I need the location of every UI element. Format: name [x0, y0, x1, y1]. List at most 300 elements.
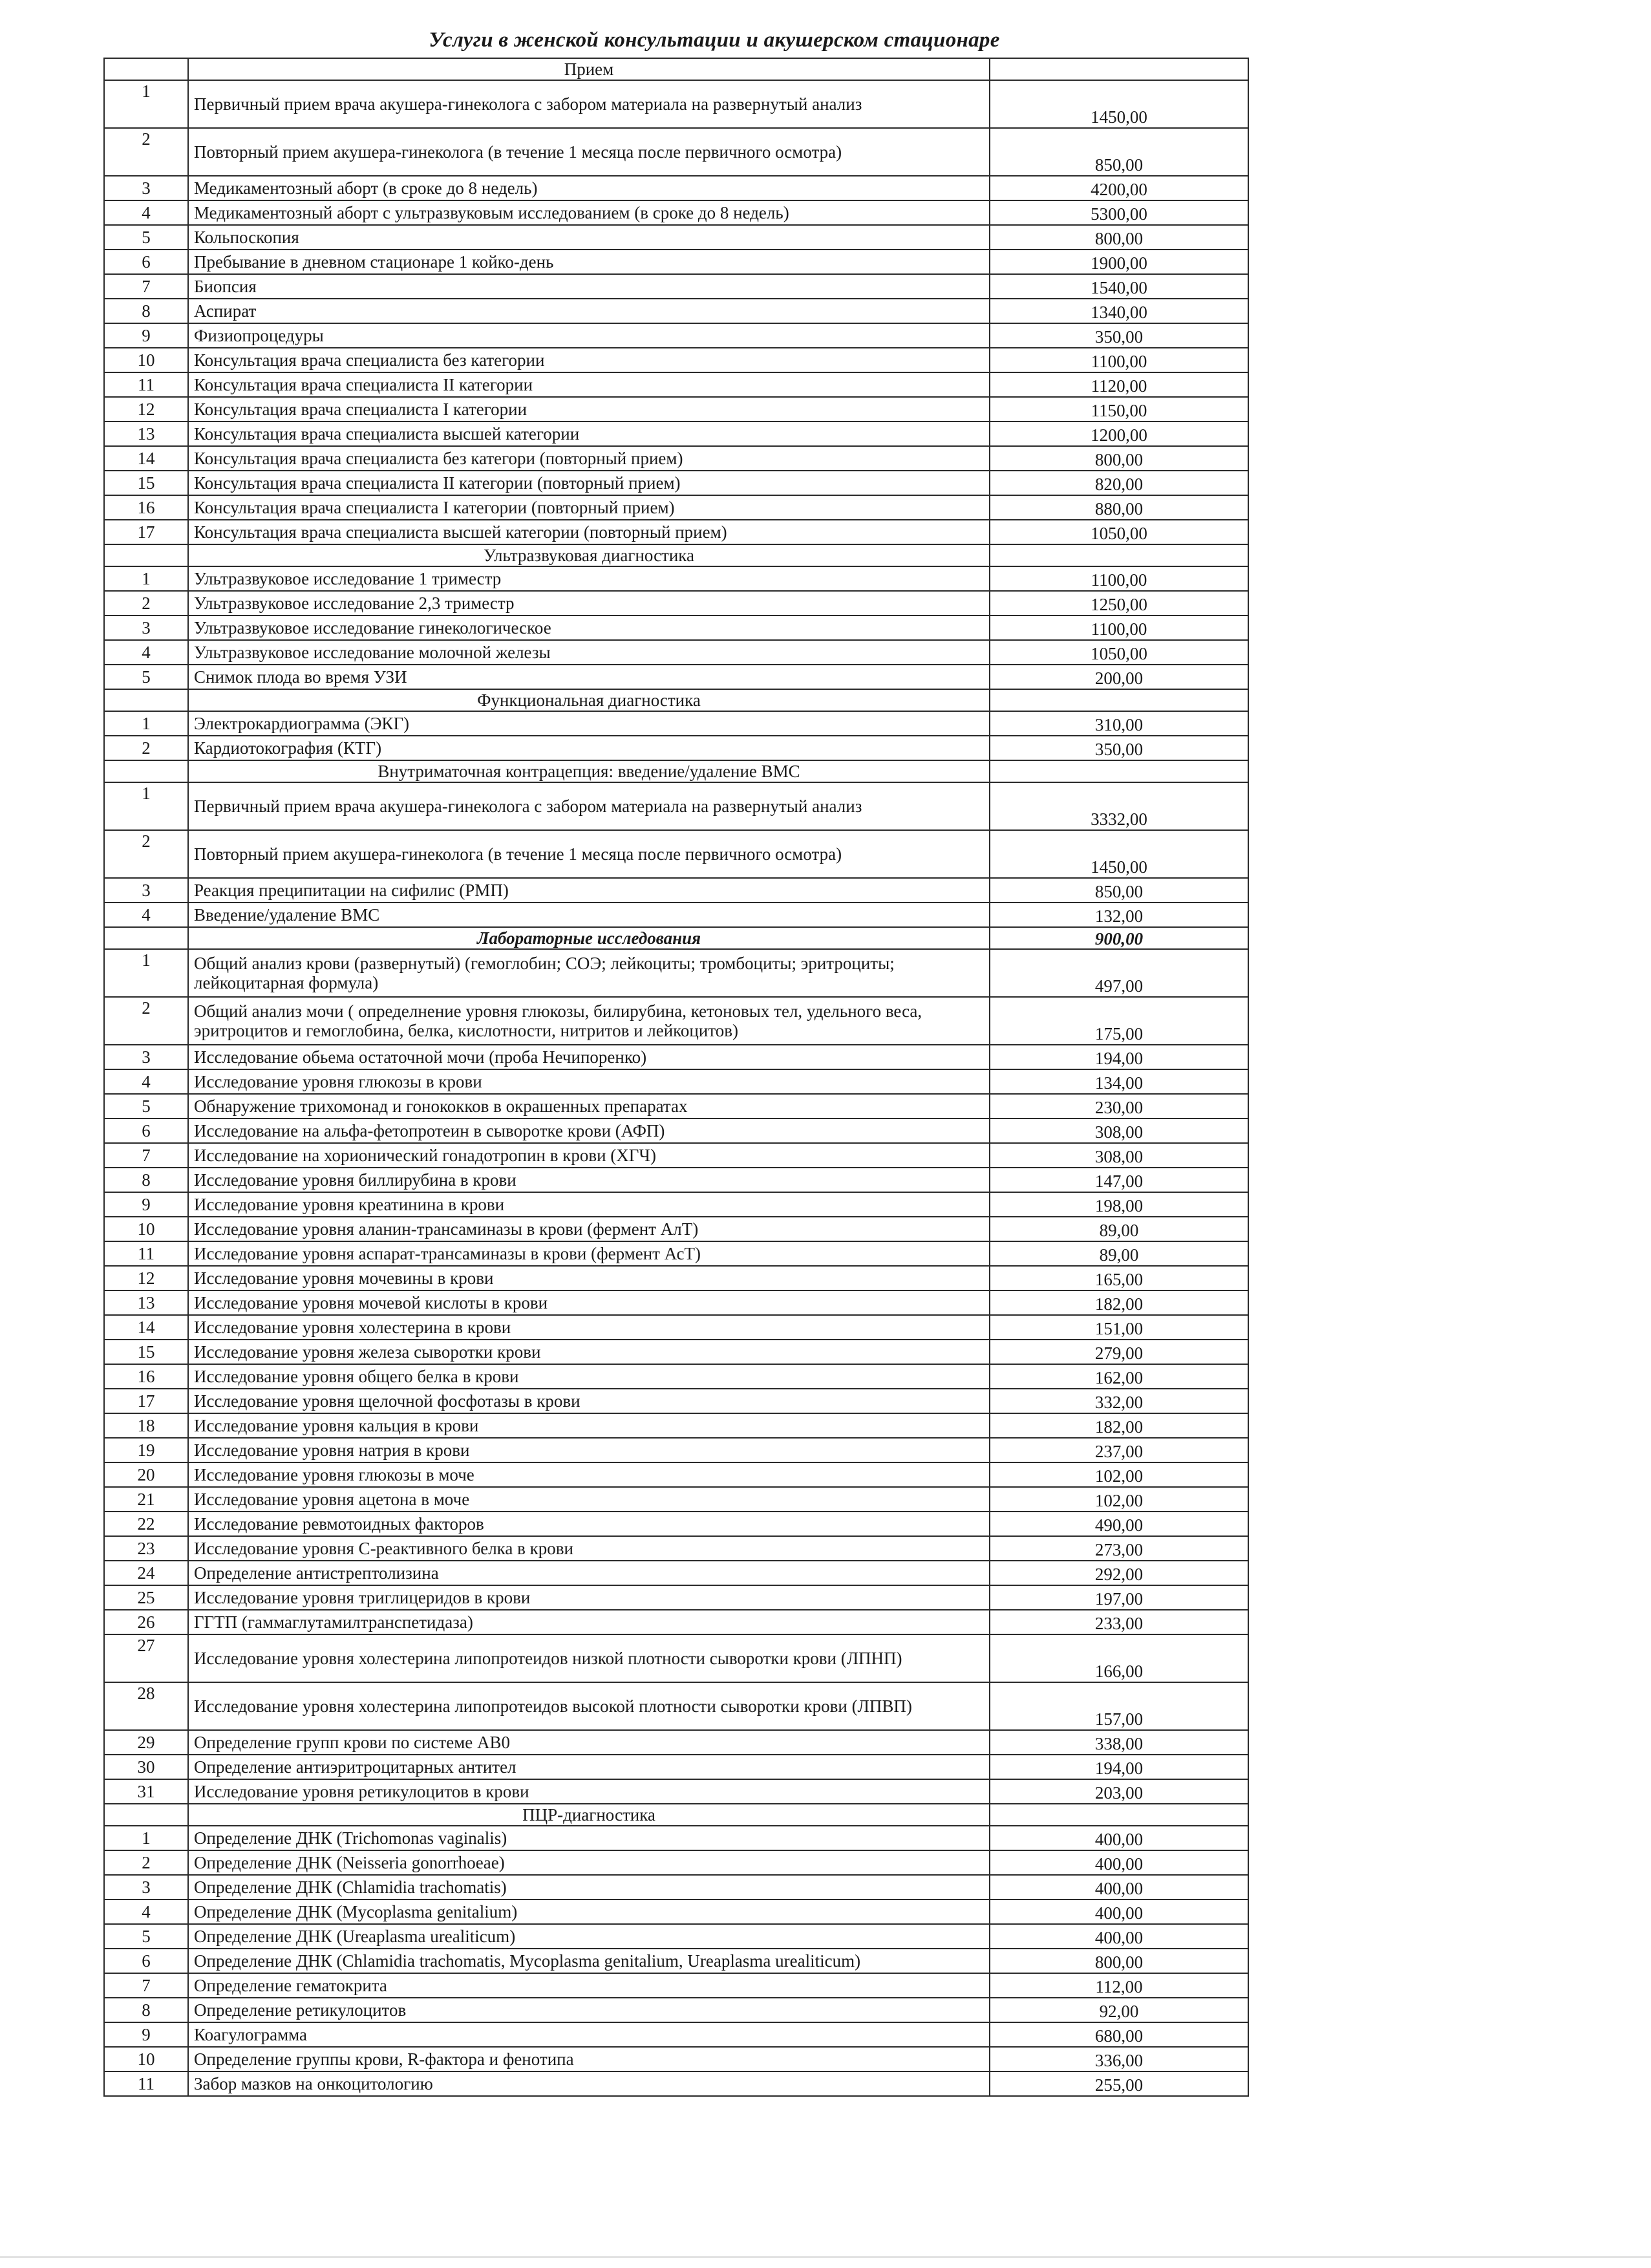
service-price: 400,00 [990, 1826, 1248, 1850]
services-table-body [104, 58, 1248, 2096]
scan-edge-line [0, 2256, 1651, 2258]
row-number: 8 [104, 1998, 188, 2022]
service-name: Ультразвуковое исследование молочной железы [188, 640, 990, 665]
row-number: 10 [104, 2047, 188, 2071]
row-number: 12 [104, 397, 188, 422]
row-number: 30 [104, 1755, 188, 1779]
row-number: 1 [104, 1826, 188, 1850]
service-name: ГГТП (гаммаглутамилтранспетидаза) [188, 1610, 990, 1634]
service-name: Общий анализ крови (развернутый) (гемоглобин; СОЭ; лейкоциты; тромбоциты; эритроциты; лейкоцитарная формула) [188, 949, 990, 997]
table-row [104, 1094, 1248, 1118]
service-price: 89,00 [990, 1241, 1248, 1266]
service-name: Снимок плода во время УЗИ [188, 665, 990, 689]
service-name: Забор мазков на онкоцитологию [188, 2071, 990, 2096]
service-name: Консультация врача специалиста II категории [188, 372, 990, 397]
row-number: 9 [104, 2022, 188, 2047]
service-name: Исследование уровня мочевой кислоты в крови [188, 1290, 990, 1315]
service-price: 132,00 [990, 903, 1248, 927]
service-name: Исследование уровня холестерина в крови [188, 1315, 990, 1340]
service-name: Определение ДНК (Ureaplasma urealiticum) [188, 1924, 990, 1949]
row-number: 31 [104, 1779, 188, 1804]
row-number: 9 [104, 1192, 188, 1217]
service-name: Консультация врача специалиста без категории [188, 348, 990, 372]
section-header-spacer [104, 58, 188, 80]
service-name: Аспират [188, 299, 990, 323]
table-row [104, 615, 1248, 640]
table-row [104, 323, 1248, 348]
service-name: Исследование уровня щелочной фосфотазы в крови [188, 1389, 990, 1413]
service-name: Физиопроцедуры [188, 323, 990, 348]
row-number: 7 [104, 274, 188, 299]
service-price: 800,00 [990, 1949, 1248, 1973]
table-row [104, 520, 1248, 544]
row-number: 14 [104, 446, 188, 471]
section-header-spacer [104, 927, 188, 949]
service-name: Ультразвуковое исследование 1 триместр [188, 566, 990, 591]
table-row [104, 878, 1248, 903]
row-number: 4 [104, 200, 188, 225]
table-row [104, 397, 1248, 422]
row-number: 2 [104, 1850, 188, 1875]
service-name: Консультация врача специалиста высшей категории [188, 422, 990, 446]
table-row [104, 1850, 1248, 1875]
service-price: 147,00 [990, 1168, 1248, 1192]
section-header-spacer [104, 1804, 188, 1826]
row-number: 1 [104, 949, 188, 997]
row-number: 13 [104, 422, 188, 446]
service-price: 308,00 [990, 1118, 1248, 1143]
row-number: 9 [104, 323, 188, 348]
service-name: Обнаружение трихомонад и гонококков в окрашенных препаратах [188, 1094, 990, 1118]
service-name: Кольпоскопия [188, 225, 990, 250]
row-number: 13 [104, 1290, 188, 1315]
table-row [104, 225, 1248, 250]
row-number: 26 [104, 1610, 188, 1634]
section-header-spacer [104, 760, 188, 782]
table-row [104, 471, 1248, 495]
table-row [104, 274, 1248, 299]
section-header-spacer [104, 689, 188, 711]
row-number: 1 [104, 566, 188, 591]
row-number: 8 [104, 299, 188, 323]
service-name: Определение групп крови по системе АВ0 [188, 1730, 990, 1755]
table-row [104, 422, 1248, 446]
table-row [104, 1315, 1248, 1340]
service-price: 1200,00 [990, 422, 1248, 446]
service-price: 230,00 [990, 1094, 1248, 1118]
table-row [104, 1730, 1248, 1755]
service-name: Повторный прием акушера-гинеколога (в течение 1 месяца после первичного осмотра) [188, 830, 990, 878]
service-price: 1100,00 [990, 566, 1248, 591]
row-number: 10 [104, 1217, 188, 1241]
row-number: 16 [104, 1364, 188, 1389]
service-price: 680,00 [990, 2022, 1248, 2047]
row-number: 2 [104, 830, 188, 878]
service-name: Определение ДНК (Trichomonas vaginalis) [188, 1826, 990, 1850]
table-row [104, 2022, 1248, 2047]
service-price: 102,00 [990, 1462, 1248, 1487]
row-number: 2 [104, 128, 188, 176]
row-number: 15 [104, 1340, 188, 1364]
service-name: Исследование уровня глюкозы в крови [188, 1069, 990, 1094]
service-price: 157,00 [990, 1682, 1248, 1730]
service-price: 112,00 [990, 1973, 1248, 1998]
row-number: 8 [104, 1168, 188, 1192]
table-row [104, 1610, 1248, 1634]
row-number: 2 [104, 736, 188, 760]
service-name: Пребывание в дневном стационаре 1 койко-день [188, 250, 990, 274]
service-name: Исследование уровня ацетона в моче [188, 1487, 990, 1512]
section-header-price [990, 689, 1248, 711]
table-row [104, 1682, 1248, 1730]
service-price: 182,00 [990, 1413, 1248, 1438]
service-price: 194,00 [990, 1755, 1248, 1779]
service-price: 497,00 [990, 949, 1248, 997]
service-price: 194,00 [990, 1045, 1248, 1069]
section-header-pcr [104, 1804, 1248, 1826]
service-name: Биопсия [188, 274, 990, 299]
service-price: 175,00 [990, 997, 1248, 1045]
service-price: 1340,00 [990, 299, 1248, 323]
section-header-iud [104, 760, 1248, 782]
service-price: 166,00 [990, 1634, 1248, 1682]
table-row [104, 782, 1248, 830]
row-number: 11 [104, 372, 188, 397]
service-name: Исследование уровня аспарат-трансаминазы в крови (фермент АсТ) [188, 1241, 990, 1266]
service-price: 800,00 [990, 446, 1248, 471]
table-row [104, 2071, 1248, 2096]
row-number: 3 [104, 1875, 188, 1899]
table-row [104, 1241, 1248, 1266]
row-number: 23 [104, 1536, 188, 1561]
row-number: 3 [104, 1045, 188, 1069]
service-price: 134,00 [990, 1069, 1248, 1094]
service-name: Медикаментозный аборт (в сроке до 8 недель) [188, 176, 990, 200]
service-name: Исследование уровня натрия в крови [188, 1438, 990, 1462]
service-price: 292,00 [990, 1561, 1248, 1585]
table-row [104, 949, 1248, 997]
service-name: Исследование на хорионический гонадотропин в крови (ХГЧ) [188, 1143, 990, 1168]
table-row [104, 446, 1248, 471]
row-number: 2 [104, 997, 188, 1045]
service-price: 1540,00 [990, 274, 1248, 299]
section-header-price [990, 58, 1248, 80]
service-price: 197,00 [990, 1585, 1248, 1610]
table-row [104, 1340, 1248, 1364]
service-price: 350,00 [990, 323, 1248, 348]
table-row [104, 250, 1248, 274]
table-row [104, 1875, 1248, 1899]
section-title: Прием [188, 58, 990, 80]
table-row [104, 1973, 1248, 1998]
table-row [104, 997, 1248, 1045]
service-price: 182,00 [990, 1290, 1248, 1315]
service-name: Медикаментозный аборт с ультразвуковым исследованием (в сроке до 8 недель) [188, 200, 990, 225]
row-number: 17 [104, 1389, 188, 1413]
service-name: Ультразвуковое исследование 2,3 триместр [188, 591, 990, 615]
service-price: 1250,00 [990, 591, 1248, 615]
row-number: 12 [104, 1266, 188, 1290]
service-price: 279,00 [990, 1340, 1248, 1364]
table-row [104, 1536, 1248, 1561]
service-price: 1450,00 [990, 830, 1248, 878]
service-price: 198,00 [990, 1192, 1248, 1217]
service-price: 400,00 [990, 1850, 1248, 1875]
service-name: Консультация врача специалиста высшей категории (повторный прием) [188, 520, 990, 544]
service-name: Первичный прием врача акушера-гинеколога с забором материала на развернутый анализ [188, 80, 990, 128]
service-name: Консультация врача специалиста II категории (повторный прием) [188, 471, 990, 495]
table-row [104, 176, 1248, 200]
table-row [104, 1949, 1248, 1973]
service-price: 850,00 [990, 878, 1248, 903]
service-price: 237,00 [990, 1438, 1248, 1462]
table-row [104, 1266, 1248, 1290]
table-row [104, 1118, 1248, 1143]
service-name: Консультация врача специалиста I категории [188, 397, 990, 422]
row-number: 4 [104, 1899, 188, 1924]
table-row [104, 1364, 1248, 1389]
service-price: 400,00 [990, 1899, 1248, 1924]
service-price: 102,00 [990, 1487, 1248, 1512]
service-name: Определение ДНК (Mycoplasma genitalium) [188, 1899, 990, 1924]
service-price: 1120,00 [990, 372, 1248, 397]
row-number: 6 [104, 1949, 188, 1973]
service-name: Электрокардиограмма (ЭКГ) [188, 711, 990, 736]
row-number: 4 [104, 1069, 188, 1094]
row-number: 1 [104, 711, 188, 736]
service-name: Повторный прием акушера-гинеколога (в течение 1 месяца после первичного осмотра) [188, 128, 990, 176]
service-price: 820,00 [990, 471, 1248, 495]
table-row [104, 1924, 1248, 1949]
row-number: 16 [104, 495, 188, 520]
table-row [104, 591, 1248, 615]
service-name: Исследование на альфа-фетопротеин в сыворотке крови (АФП) [188, 1118, 990, 1143]
row-number: 22 [104, 1512, 188, 1536]
service-name: Кардиотокография (КТГ) [188, 736, 990, 760]
service-name: Исследование уровня холестерина липопротеидов низкой плотности сыворотки крови (ЛПНП) [188, 1634, 990, 1682]
row-number: 6 [104, 1118, 188, 1143]
service-name: Общий анализ мочи ( определнение уровня глюкозы, билирубина, кетоновых тел, удельного веса, эритроцитов и гемоглобина, белка, кислотности, нитритов и лейкоцитов) [188, 997, 990, 1045]
row-number: 3 [104, 615, 188, 640]
table-row [104, 711, 1248, 736]
table-row [104, 1389, 1248, 1413]
service-name: Консультация врача специалиста I категории (повторный прием) [188, 495, 990, 520]
service-price: 1100,00 [990, 348, 1248, 372]
service-price: 273,00 [990, 1536, 1248, 1561]
row-number: 5 [104, 225, 188, 250]
table-row [104, 665, 1248, 689]
service-name: Консультация врача специалиста без категори (повторный прием) [188, 446, 990, 471]
service-name: Определение ДНК (Chlamidia trachomatis, Mycoplasma genitalium, Ureaplasma urealiticum) [188, 1949, 990, 1973]
table-row [104, 903, 1248, 927]
row-number: 6 [104, 250, 188, 274]
service-price: 850,00 [990, 128, 1248, 176]
table-row [104, 348, 1248, 372]
table-row [104, 1998, 1248, 2022]
service-name: Исследование уровня биллирубина в крови [188, 1168, 990, 1192]
service-name: Исследование уровня глюкозы в моче [188, 1462, 990, 1487]
service-price: 1450,00 [990, 80, 1248, 128]
service-price: 880,00 [990, 495, 1248, 520]
section-header-functional [104, 689, 1248, 711]
row-number: 24 [104, 1561, 188, 1585]
row-number: 15 [104, 471, 188, 495]
row-number: 3 [104, 878, 188, 903]
table-row [104, 1413, 1248, 1438]
service-name: Исследование уровня кальция в крови [188, 1413, 990, 1438]
service-price: 308,00 [990, 1143, 1248, 1168]
row-number: 18 [104, 1413, 188, 1438]
table-row [104, 1634, 1248, 1682]
service-name: Исследование уровня триглицеридов в крови [188, 1585, 990, 1610]
section-header-price [990, 760, 1248, 782]
service-price: 203,00 [990, 1779, 1248, 1804]
service-name: Первичный прием врача акушера-гинеколога с забором материала на развернутый анализ [188, 782, 990, 830]
service-price: 400,00 [990, 1875, 1248, 1899]
section-title: Функциональная диагностика [188, 689, 990, 711]
service-name: Исследование уровня железа сыворотки крови [188, 1340, 990, 1364]
service-price: 151,00 [990, 1315, 1248, 1340]
section-title: Ультразвуковая диагностика [188, 544, 990, 566]
row-number: 7 [104, 1143, 188, 1168]
table-row [104, 128, 1248, 176]
service-price: 1100,00 [990, 615, 1248, 640]
row-number: 3 [104, 176, 188, 200]
table-row [104, 1462, 1248, 1487]
section-header-spacer [104, 544, 188, 566]
table-row [104, 1585, 1248, 1610]
table-row [104, 200, 1248, 225]
table-row [104, 1168, 1248, 1192]
row-number: 19 [104, 1438, 188, 1462]
table-row [104, 1561, 1248, 1585]
service-name: Определение ДНК (Chlamidia trachomatis) [188, 1875, 990, 1899]
service-price: 165,00 [990, 1266, 1248, 1290]
service-name: Определение ретикулоцитов [188, 1998, 990, 2022]
service-price: 89,00 [990, 1217, 1248, 1241]
section-title: ПЦР-диагностика [188, 1804, 990, 1826]
service-price: 1050,00 [990, 640, 1248, 665]
row-number: 10 [104, 348, 188, 372]
table-row [104, 1217, 1248, 1241]
service-name: Определение группы крови, R-фактора и фенотипа [188, 2047, 990, 2071]
document-title: Услуги в женской консультации и акушерском стационаре [429, 28, 1000, 52]
row-number: 4 [104, 903, 188, 927]
table-row [104, 372, 1248, 397]
table-row [104, 1290, 1248, 1315]
table-row [104, 830, 1248, 878]
table-row [104, 1826, 1248, 1850]
service-price: 338,00 [990, 1730, 1248, 1755]
row-number: 25 [104, 1585, 188, 1610]
section-header-price [990, 1804, 1248, 1826]
service-name: Определение ДНК (Neisseria gonorrhoeae) [188, 1850, 990, 1875]
service-price: 255,00 [990, 2071, 1248, 2096]
row-number: 1 [104, 782, 188, 830]
service-name: Исследование уровня мочевины в крови [188, 1266, 990, 1290]
table-row [104, 1192, 1248, 1217]
section-header-ultrasound [104, 544, 1248, 566]
row-number: 21 [104, 1487, 188, 1512]
row-number: 11 [104, 2071, 188, 2096]
service-name: Определение антистрептолизина [188, 1561, 990, 1585]
service-price: 1150,00 [990, 397, 1248, 422]
service-price: 4200,00 [990, 176, 1248, 200]
service-name: Исследование уровня ретикулоцитов в крови [188, 1779, 990, 1804]
table-row [104, 2047, 1248, 2071]
section-title: Внутриматочная контрацепция: введение/удаление ВМС [188, 760, 990, 782]
service-price: 336,00 [990, 2047, 1248, 2071]
service-name: Исследование уровня аланин-трансаминазы в крови (фермент АлТ) [188, 1217, 990, 1241]
service-name: Определение антиэритроцитарных антител [188, 1755, 990, 1779]
service-name: Исследование обьема остаточной мочи (проба Нечипоренко) [188, 1045, 990, 1069]
service-name: Введение/удаление ВМС [188, 903, 990, 927]
service-name: Исследование уровня холестерина липопротеидов высокой плотности сыворотки крови (ЛПВП) [188, 1682, 990, 1730]
service-price: 5300,00 [990, 200, 1248, 225]
price-list-document [103, 19, 1248, 2097]
table-row [104, 1899, 1248, 1924]
row-number: 4 [104, 640, 188, 665]
service-name: Реакция преципитации на сифилис (РМП) [188, 878, 990, 903]
service-name: Исследование уровня С-реактивного белка в крови [188, 1536, 990, 1561]
service-price: 162,00 [990, 1364, 1248, 1389]
section-header-lab [104, 927, 1248, 949]
service-price: 92,00 [990, 1998, 1248, 2022]
service-price: 1050,00 [990, 520, 1248, 544]
row-number: 20 [104, 1462, 188, 1487]
table-row [104, 1487, 1248, 1512]
services-table [103, 58, 1249, 2097]
service-price: 3332,00 [990, 782, 1248, 830]
row-number: 5 [104, 665, 188, 689]
row-number: 2 [104, 591, 188, 615]
row-number: 17 [104, 520, 188, 544]
table-row [104, 1069, 1248, 1094]
row-number: 29 [104, 1730, 188, 1755]
row-number: 5 [104, 1924, 188, 1949]
service-price: 800,00 [990, 225, 1248, 250]
row-number: 1 [104, 80, 188, 128]
service-price: 350,00 [990, 736, 1248, 760]
service-name: Исследование ревмотоидных факторов [188, 1512, 990, 1536]
service-price: 490,00 [990, 1512, 1248, 1536]
table-row [104, 566, 1248, 591]
row-number: 14 [104, 1315, 188, 1340]
table-row [104, 736, 1248, 760]
row-number: 28 [104, 1682, 188, 1730]
table-row [104, 80, 1248, 128]
service-price: 1900,00 [990, 250, 1248, 274]
service-price: 233,00 [990, 1610, 1248, 1634]
section-title: Лабораторные исследования [188, 927, 990, 949]
section-header-price: 900,00 [990, 927, 1248, 949]
service-name: Исследование уровня креатинина в крови [188, 1192, 990, 1217]
table-row [104, 1512, 1248, 1536]
service-name: Определение гематокрита [188, 1973, 990, 1998]
service-price: 310,00 [990, 711, 1248, 736]
service-name: Исследование уровня общего белка в крови [188, 1364, 990, 1389]
row-number: 27 [104, 1634, 188, 1682]
service-price: 332,00 [990, 1389, 1248, 1413]
table-row [104, 1143, 1248, 1168]
table-row [104, 1755, 1248, 1779]
row-number: 7 [104, 1973, 188, 1998]
table-row [104, 1779, 1248, 1804]
table-row [104, 299, 1248, 323]
row-number: 11 [104, 1241, 188, 1266]
table-row [104, 1045, 1248, 1069]
service-name: Коагулограмма [188, 2022, 990, 2047]
